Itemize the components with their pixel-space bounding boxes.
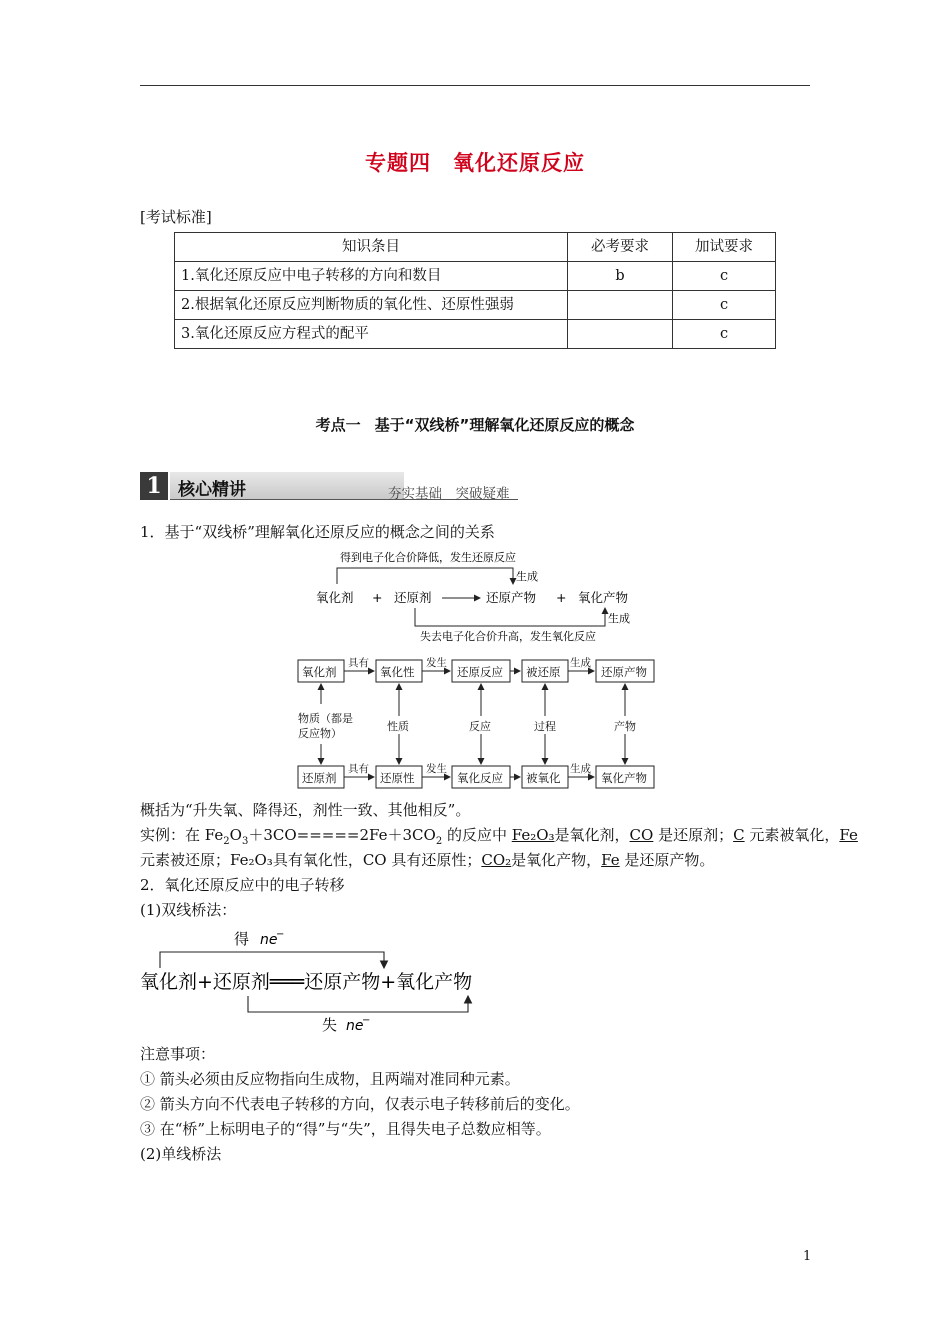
table-cell: b [568,262,673,291]
ne-label: ne [346,1018,364,1034]
page-number: 1 [803,1249,812,1264]
gen-label: 生成 [608,612,630,625]
arrow-label: 发生 [426,763,447,775]
node-text: 还原剂 [302,771,337,785]
arrow-label: 具有 [348,657,369,669]
note-item: ① 箭头必须由反应物指向生成物，且两端对准同种元素。 [140,1070,520,1088]
gain-bridge [160,952,384,968]
node-text: 被氧化 [526,771,561,785]
table-header: 必考要求 [568,233,673,262]
node-text: 还原性 [380,771,415,785]
gen-label: 生成 [516,570,538,583]
example-line-2: 元素被还原；Fe₂O₃具有氧化性，CO 具有还原性；CO₂是氧化产物，Fe 是还原产物。 [140,851,715,869]
middle-label: 过程 [534,720,556,733]
reduction-bridge [337,568,513,584]
section2-sub1: (1)双线桥法： [140,901,237,919]
node-text: 被还原 [526,665,561,679]
note-item: ② 箭头方向不代表电子转移的方向，仅表示电子转移前后的变化。 [140,1095,580,1113]
table-row [175,291,776,320]
concept-relation-diagram [300,546,660,646]
arrow-label: 生成 [570,657,591,669]
section2-heading: 2．氧化还原反应中的电子转移 [140,876,345,894]
red-product-text: 还原产物 [486,590,537,605]
table-cell: 3.氧化还原反应方程式的配平 [175,320,568,349]
table-cell [568,291,673,320]
table-header: 加试要求 [673,233,776,262]
sup-label: − [276,929,285,940]
banner-subtitle: 夯实基础 突破疑难 [388,486,510,502]
oxidation-bridge [415,608,605,626]
example-line-1: 实例：在 $Fe_2O_3+3CO=====2Fe+3CO_2$ 的反应中 Fe₂O₃是氧化剂，CO 是还原剂；C 元素被氧化，Fe [140,826,858,847]
middle-label: 反应物） [298,727,342,740]
section2-sub2: (2)单线桥法 [140,1145,222,1163]
concept-flow-diagram [294,652,660,794]
header-rule [140,85,810,86]
section1-heading: 1．基于“双线桥”理解氧化还原反应的概念之间的关系 [140,523,495,541]
note-item: ③ 在“桥”上标明电子的“得”与“失”，且得失电子总数应相等。 [140,1120,551,1138]
kaodian-heading: 考点一 基于“双线桥”理解氧化还原反应的概念 [315,416,635,434]
table-row [175,320,776,349]
page-title: 专题四 氧化还原反应 [365,151,585,175]
standard-label: [考试标准] [140,208,212,226]
table-cell: c [673,262,776,291]
node-text: 还原反应 [457,665,503,679]
arrow-label: 发生 [426,657,447,669]
table-cell: 1.氧化还原反应中电子转移的方向和数目 [175,262,568,291]
table-cell [568,320,673,349]
ox-product-text: 氧化产物 [578,590,629,605]
bridge-equation: 氧化剂+还原剂═══还原产物+氧化产物 [140,971,473,993]
table-header: 知识条目 [175,233,568,262]
node-text: 还原产物 [601,665,647,679]
gain-electron-label: 得到电子化合价降低，发生还原反应 [340,551,516,564]
lose-label: 失 [322,1016,338,1034]
reductant-text: 还原剂 [394,590,432,605]
node-text: 氧化产物 [601,771,647,785]
sup-label: − [362,1015,371,1026]
banner-title: 核心精讲 [178,480,246,500]
gain-label: 得 [234,930,250,948]
table-row [175,262,776,291]
arrow-label: 生成 [570,763,591,775]
exam-standard-table [174,232,776,349]
table-cell: c [673,291,776,320]
plus-sign: + [372,590,383,605]
lose-electron-label: 失去电子化合价升高，发生氧化反应 [420,630,596,643]
table-cell: c [673,320,776,349]
banner-number: 1 [140,472,168,500]
middle-label: 产物 [614,720,636,733]
middle-label: 物质（都是 [298,712,353,725]
ne-label: ne [260,932,278,948]
middle-label: 性质 [387,720,409,733]
double-bridge-diagram [138,924,508,1036]
node-text: 氧化剂 [302,665,337,679]
plus-sign: + [556,590,567,605]
node-text: 氧化反应 [457,771,503,785]
arrow-label: 具有 [348,763,369,775]
section-banner [140,472,520,502]
oxidant-text: 氧化剂 [316,590,354,605]
middle-label: 反应 [469,720,491,733]
table-header-row [175,233,776,262]
table-cell: 2.根据氧化还原反应判断物质的氧化性、还原性强弱 [175,291,568,320]
node-text: 氧化性 [380,665,415,679]
notes-heading: 注意事项： [140,1045,216,1063]
lose-bridge [248,996,468,1012]
summary-text: 概括为“升失氧、降得还，剂性一致、其他相反”。 [140,801,471,819]
